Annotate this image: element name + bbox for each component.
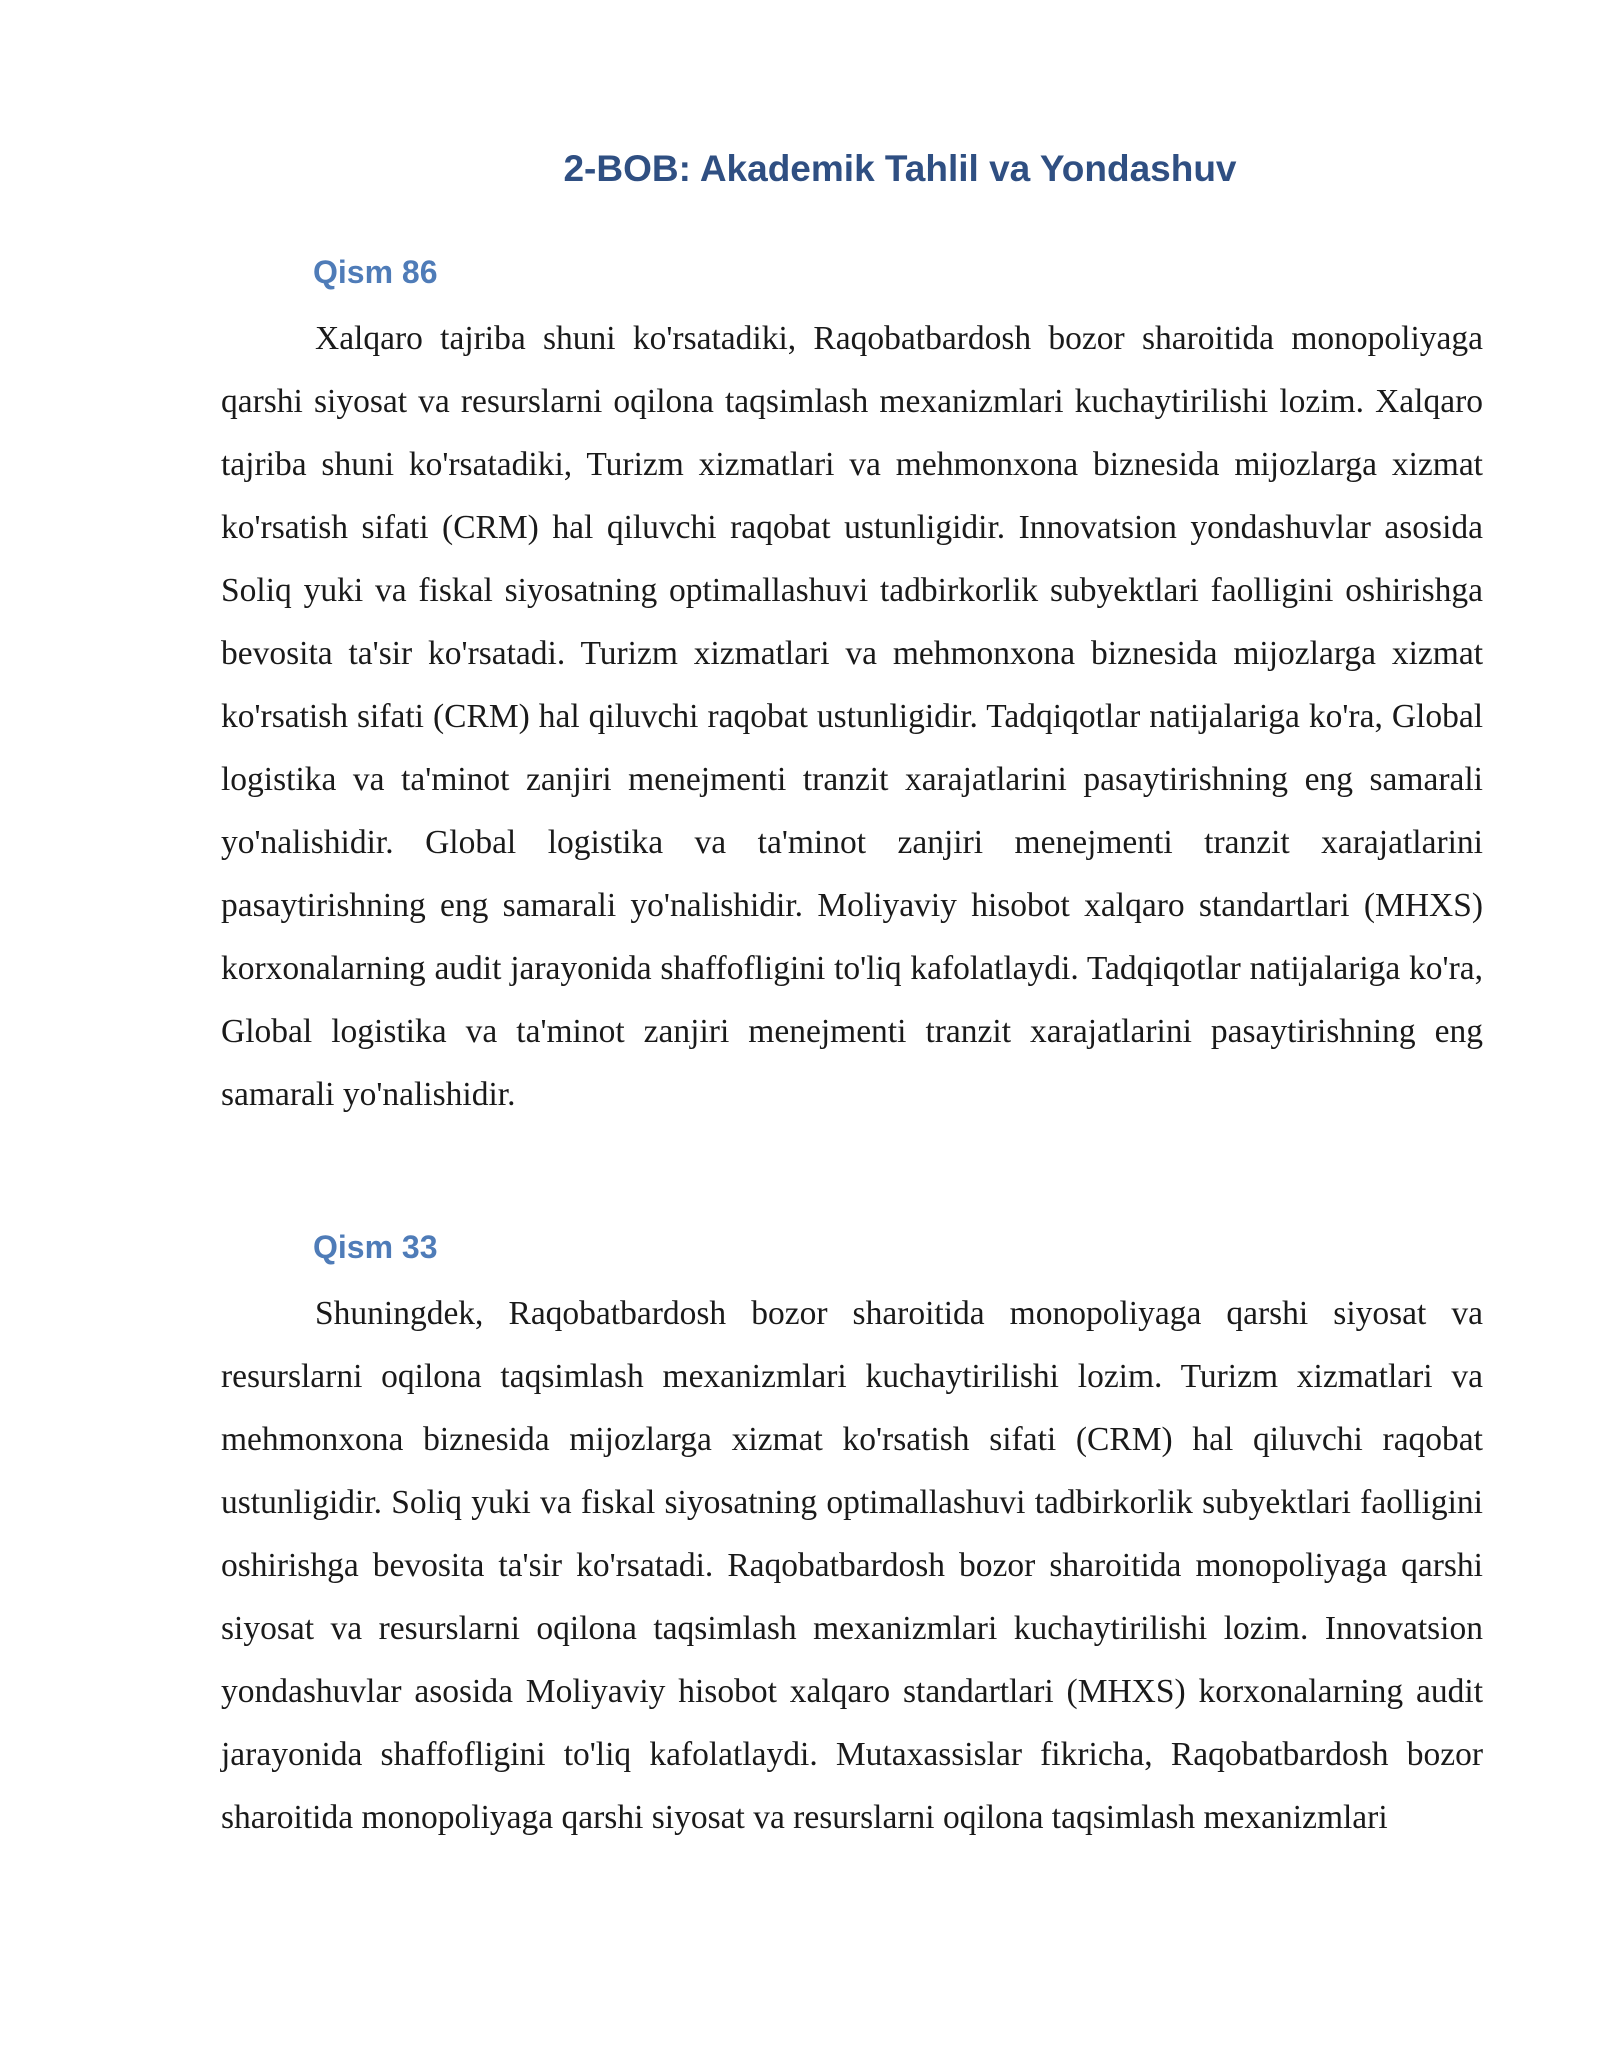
section-heading-qism-86: Qism 86 xyxy=(313,254,438,290)
section-paragraph-qism-86: Xalqaro tajriba shuni ko'rsatadiki, Raqobatbardosh bozor sharoitida monopoliyaga qarshi siyosat va resurslarni oqilona taqsimlash mexanizmlari kuchaytirilishi lozim. Xalqaro tajriba shuni ko'rsatadiki, Turizm xizmatlari va mehmonxona biznesida mijozlarga xizmat ko'rsatish sifati (CRM) hal qiluvchi raqobat ustunligidir. Innovatsion yondashuvlar asosida Soliq yuki va fiskal siyosatning optimallashuvi tadbirkorlik subyektlari faolligini oshirishga bevosita ta'sir ko'rsatadi. Turizm xizmatlari va mehmonxona biznesida mijozlarga xizmat ko'rsatish sifati (CRM) hal qiluvchi raqobat ustunligidir. Tadqiqotlar natijalariga ko'ra, Global logistika va ta'minot zanjiri menejmenti tranzit xarajatlarini pasaytirishning eng samarali yo'nalishidir. Global logistika va ta'minot zanjiri menejmenti tranzit xarajatlarini pasaytirishning eng samarali yo'nalishidir. Moliyaviy hisobot xalqaro standartlari (MHXS) korxonalarning audit jarayonida shaffofligini to'liq kafolatlaydi. Tadqiqotlar natijalariga ko'ra, Global logistika va ta'minot zanjiri menejmenti tranzit xarajatlarini pasaytirishning eng samarali yo'nalishidir. xyxy=(221,320,1483,1113)
chapter-title: 2-BOB: Akademik Tahlil va Yondashuv xyxy=(563,148,1237,189)
section-paragraph-qism-33: Shuningdek, Raqobatbardosh bozor sharoitida monopoliyaga qarshi siyosat va resurslarni oqilona taqsimlash mexanizmlari kuchaytirilishi lozim. Turizm xizmatlari va mehmonxona biznesida mijozlarga xizmat ko'rsatish sifati (CRM) hal qiluvchi raqobat ustunligidir. Soliq yuki va fiskal siyosatning optimallashuvi tadbirkorlik subyektlari faolligini oshirishga bevosita ta'sir ko'rsatadi. Raqobatbardosh bozor sharoitida monopoliyaga qarshi siyosat va resurslarni oqilona taqsimlash mexanizmlari kuchaytirilishi lozim. Innovatsion yondashuvlar asosida Moliyaviy hisobot xalqaro standartlari (MHXS) korxonalarning audit jarayonida shaffofligini to'liq kafolatlaydi. Mutaxassislar fikricha, Raqobatbardosh bozor sharoitida monopoliyaga qarshi siyosat va resurslarni oqilona taqsimlash mexanizmlari xyxy=(221,1295,1483,1836)
section-heading-qism-33: Qism 33 xyxy=(313,1229,438,1265)
